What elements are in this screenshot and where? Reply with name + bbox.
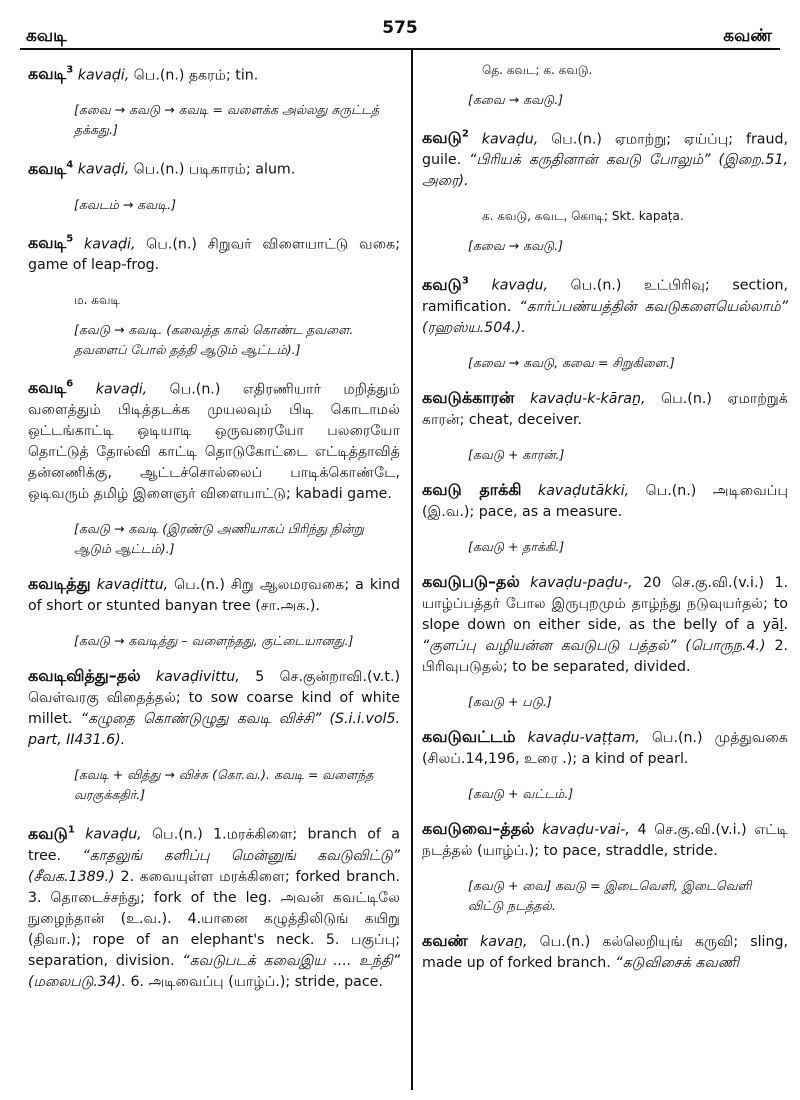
- headword: கவண்: [422, 930, 468, 950]
- etymology: [கவை → கவடு.]: [468, 238, 564, 254]
- etymology: [கவடு + காரன்.]: [468, 446, 565, 462]
- etymology: [கவை → கவடு → கவடி = வளைக்க அல்லது சுருட்டத் தக்கது.]: [74, 102, 380, 138]
- transliteration: kavaḍivittu,: [155, 669, 240, 686]
- left-column: [28, 60, 400, 1007]
- definition: பெ.(n.) கல்லெறியுங் கருவி; sling, made up of forked branch.: [422, 933, 788, 971]
- etymology: [கவடம் → கவடி.]: [74, 196, 177, 212]
- transliteration: kavaḍutākki,: [538, 482, 630, 499]
- definition: பெ.(n.) முத்துவகை (சிலப்.14,196, உரை .); a kind of pearl.: [422, 729, 788, 767]
- etymology: [கவடு + தாக்கி.]: [468, 538, 565, 554]
- transliteration: kavaḍi,: [77, 161, 130, 178]
- transliteration: kavaḍu-paḍu-,: [530, 574, 633, 591]
- definition: பெ.(n.) உட்பிரிவு; section, ramification.: [422, 277, 788, 315]
- citation-quote: “கவடுபடக் கவைஇய .... உந்தி” (மலைபடு.34).: [28, 952, 400, 990]
- entry-kavadu-1: [28, 819, 400, 992]
- headword: கவடி$^3$: [28, 64, 74, 84]
- right-column: [422, 60, 788, 988]
- headword: கவடிவித்து–தல்: [28, 666, 141, 686]
- entry-kavadi-5: [28, 229, 400, 276]
- entry-kavadi-3: [28, 60, 400, 86]
- page-number: 575: [382, 18, 418, 38]
- entry-kavadi-4: [28, 154, 400, 180]
- headword: கவடுவை–த்தல்: [422, 818, 535, 838]
- headword: கவடித்து: [28, 574, 91, 594]
- cognate: ம. கவடி: [74, 292, 120, 307]
- headword: கவடுவட்டம்: [422, 726, 516, 746]
- headword: கவடு$^3$: [422, 274, 469, 294]
- entry-kavadu-takki: [422, 479, 788, 523]
- entry-kavadi-6: [28, 374, 400, 505]
- transliteration: kavaḍi,: [77, 67, 130, 84]
- entry-kavaduvai: [422, 818, 788, 862]
- headword: கவடு$^2$: [422, 128, 469, 148]
- transliteration: kavaḍi,: [95, 381, 148, 398]
- entry-kavadupadu: [422, 571, 788, 678]
- cognate: தெ. கவட; க. கவடு.: [482, 63, 593, 77]
- definition: 2. பிரிவுபடுதல்; to be separated, divided.: [422, 637, 789, 675]
- headword: கவடு$^1$: [28, 823, 75, 843]
- transliteration: kavaḍittu,: [96, 577, 169, 594]
- etymology: [கவடு → கவடி. (கவைத்த கால் கொண்ட தவளை. தவளைப் போல் தத்தி ஆடும் ஆட்டம்).]: [74, 321, 354, 357]
- headword: கவடுபடு–தல்: [422, 571, 520, 591]
- transliteration: kavaḍu-vaṭṭam,: [527, 729, 640, 746]
- citation-quote: “கழுதை கொண்டுழுது கவடி விச்சி” (S.i.i.vol5. part, II431.6).: [28, 711, 400, 749]
- transliteration: kavaḍu,: [491, 277, 548, 294]
- transliteration: kavaṉ,: [480, 933, 528, 950]
- transliteration: kavaḍu-k-kāraṉ,: [530, 390, 646, 407]
- cognate: க. கவடு, கவட, கொடி; Skt. kapaṭa.: [482, 209, 684, 224]
- definition: பெ.(n.) சிறுவர் விளையாட்டு வகை; game of leap-frog.: [28, 235, 400, 273]
- definition: 2. கவையுள்ள மரக்கிளை; forked branch. 3. தொடைச்சந்து; fork of the leg. அவன் கவட்டிலே நுழைந்தான் (உ.வ.). 4.யானை கழுத்திலிடுங் கயிறு (திவா.); rope of an elephant's neck. 5. பகுப்பு; separation, division.: [28, 868, 400, 969]
- transliteration: kavaḍi,: [84, 235, 136, 252]
- etymology: [கவடு + வை] கவடு = இடைவெளி, இடைவெளி விட்டு நடத்தல்.: [468, 877, 752, 913]
- headword: கவடி$^5$: [28, 232, 74, 252]
- definition: பெ.(n.) படிகாரம்; alum.: [129, 161, 296, 178]
- definition: பெ.(n.) சிறு ஆலமரவகை; a kind of short or stunted banyan tree (சா.அக.).: [28, 577, 401, 615]
- definition: பெ.(n.) அடிவைப்பு (இ.வ.); pace, as a measure.: [422, 482, 788, 520]
- entry-kavadittu: [28, 573, 400, 617]
- definition: 4 செ.கு.வி.(v.i.) எட்டி நடத்தல் (யாழ்ப்.); to pace, straddle, stride.: [422, 821, 788, 859]
- entry-kavaduvattam: [422, 726, 788, 770]
- definition: 5 செ.குன்றாவி.(v.t.) வெள்வரகு விதைத்தல்; to sow coarse kind of white millet.: [28, 669, 400, 728]
- definition: பெ.(n.) 1.மரக்கிளை; branch of a tree.: [28, 826, 400, 864]
- citation-quote: “காதலுங் களிப்பு மென்னுங் கவடுவிட்டு” (சீவக.1389.): [28, 847, 400, 885]
- etymology: [கவடு → கவடி (இரண்டு அணியாகப் பிரிந்து நின்று ஆடும் ஆட்டம்).]: [74, 521, 364, 557]
- entry-kavadivittu: [28, 665, 400, 751]
- etymology: [கவை → கவடு, கவை = சிறுகிளை.]: [468, 354, 675, 370]
- headword: கவடி$^4$: [28, 158, 74, 178]
- transliteration: kavaḍu-vai-,: [542, 821, 630, 838]
- entry-kavadu-2: [422, 124, 788, 192]
- citation-quote: “கடுவிசைக் கவணி: [615, 954, 740, 971]
- page-header: [20, 14, 780, 50]
- transliteration: kavaḍu,: [85, 826, 142, 843]
- etymology: [கவை → கவடு.]: [468, 92, 564, 107]
- entry-kavadukkaran: [422, 387, 788, 431]
- etymology: [கவடு + வட்டம்.]: [468, 785, 574, 801]
- definition: 6. அடிவைப்பு (யாழ்ப்.); stride, pace.: [125, 973, 383, 990]
- definition: 20 செ.கு.வி.(v.i.) 1. யாழ்ப்பத்தர் போல இருபுறமும் தாழ்ந்து நடுவுயர்தல்; to slope down on either side, as the belly of a yāḻ.: [422, 574, 788, 633]
- entry-kavadu-3: [422, 270, 788, 338]
- headword: கவடுக்காரன்: [422, 387, 515, 407]
- citation-quote: “பிரியக் கருதினான் கவடு போலும்” (இறை.51, அரை).: [422, 152, 788, 190]
- definition: பெ.(n.) ஏமாற்று; ஏய்ப்பு; fraud, guile.: [422, 131, 788, 169]
- headword: கவடி$^6$: [28, 378, 74, 398]
- citation-quote: “கார்ப்பண்யத்தின் கவடுகளையெல்லாம்” (ரஹஸ்ய.504.).: [422, 298, 789, 336]
- entry-kavan: [422, 930, 788, 974]
- header-left-guide-word: கவடி: [26, 26, 67, 46]
- citation-quote: “குளப்பு வழியன்ன கவடுபடு பத்தல்” (பொருந.4.): [422, 637, 766, 654]
- definition: பெ.(n.) தகரம்; tin.: [129, 67, 259, 84]
- etymology: [கவடு → கவடித்து – வளைந்தது, குட்டையானது.]: [74, 633, 354, 649]
- header-right-guide-word: கவண்: [723, 26, 772, 46]
- definition: பெ.(n.) ஏமாற்றுக் காரன்; cheat, deceiver.: [422, 390, 788, 428]
- column-divider: [411, 50, 413, 1090]
- headword: கவடு தாக்கி: [422, 479, 522, 499]
- etymology: [கவடி + வித்து → விச்சு (கொ.வ.). கவடி = வளைந்த வரகுக்கதிர்.]: [74, 767, 374, 803]
- etymology: [கவடு + படு.]: [468, 693, 552, 709]
- transliteration: kavaḍu,: [481, 131, 539, 148]
- definition: பெ.(n.) எதிரணியார் மறித்தும் வளைத்தும் பிடித்தடக்க முயலவும் பிடி கொடாமல் ஒட்டங்காட்டி ஒடியாடி ஒருவரையோ பலரையோ தொட்டுத் தோல்வி காட்டி தொடுகோட்டை எட்டித்தாவித் தன்னணிக்கு, ஆட்டச்சொல்லைப் பாடிக்கொண்டே, ஒடிவரும் தமிழ் இளைஞர் விளையாட்டு; kabadi game.: [28, 381, 400, 503]
